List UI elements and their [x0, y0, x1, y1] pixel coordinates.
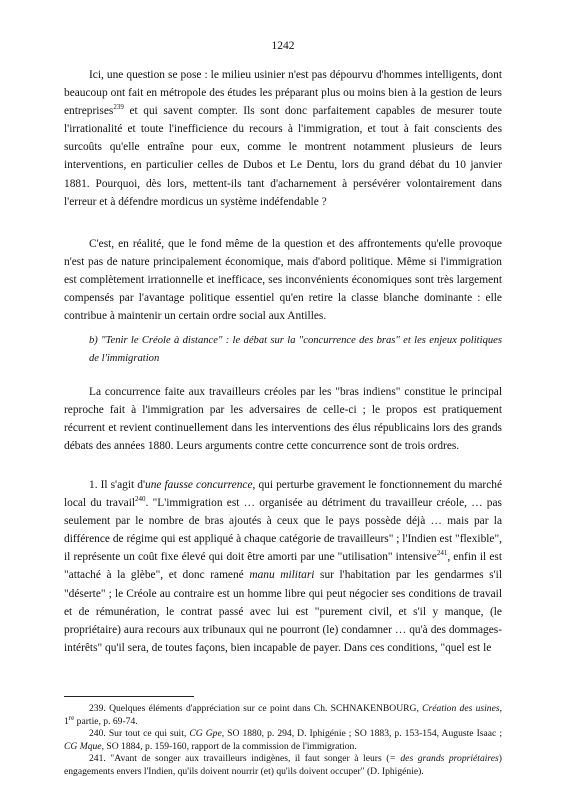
footnote-240-italic-a: CG Gpe [189, 728, 222, 740]
footnote-239-text-b: , 1 [64, 703, 502, 727]
footnote-separator [64, 696, 194, 697]
footnote-ref-241[interactable]: 241 [436, 549, 448, 558]
footnote-239-sup: re [68, 713, 75, 722]
paragraph-4-text-a: 1. Il s'agit d' [89, 479, 145, 491]
footnote-240-text-a: 240. Sur tout ce qui suit, [89, 728, 190, 740]
paragraph-4-text-e: sur l'habitation par les gendarmes s'il "déserte" ; le Créole au contraire est un homme libre qui peut négocier ses conditions de travail et de rémunération, le contrat passé avec lui est "purement civil, et s'il y manque, (le propriétaire) aura recours aux tribunaux qui ne pourront (le) condamner … qu'à des dommages-intérêts" qu'il sera, de toutes façons, bien incapable de payer. Dans ces conditions, "quel est le [64, 569, 502, 654]
paragraph-4-text-d: , enfin il est "attaché à la glèbe", et donc ramené [64, 551, 502, 582]
footnote-240-text-b: , SO 1880, p. 294, D. Iphigénie ; SO 1883, p. 153-154, Auguste Isaac ; [221, 728, 502, 740]
paragraph-2 [64, 235, 502, 325]
footnote-240-italic-b: CG Mque [64, 740, 102, 752]
footnote-ref-240[interactable]: 240 [135, 495, 146, 504]
paragraph-3-text: La concurrence faite aux travailleurs créoles par les "bras indiens" constitue le principal reproche fait à l'immigration par les adversaires de celle-ci ; le propos est pratiquement récurrent et revient continuellement dans les interventions des élus républicains lors des grands débats des années 1880. Leurs arguments contre cette concurrence sont de trois ordres. [64, 386, 502, 453]
footnotes [64, 703, 502, 779]
footnote-241-italic: = des grands propriétaires [389, 753, 499, 765]
paragraph-3 [64, 383, 502, 455]
paragraph-4-italic-d: manu militari [249, 569, 315, 582]
paragraph-1-text-b: et qui savent compter. Ils sont donc parfaitement capables de mesurer toute l'irrationalité et toute l'inefficience du recours à l'immigration, et tout à fait conscients des surcoûts qu'elle entraîne pour eux, comme le montrent notamment plusieurs de leurs interventions, en particulier celles de Dubos et Le Dentu, lors du grand débat du 10 janvier 1881. Pourquoi, dès lors, mettent-ils tant d'acharnement à persévérer volontairement dans l'erreur et à défendre mordicus un système indéfendable ? [64, 105, 502, 208]
section-subheading: b) "Tenir le Créole à distance" : le débat sur la "concurrence des bras" et les enjeux politiques de l'immigration [89, 335, 502, 364]
paragraph-4-italic-a: une fausse concurrence [145, 479, 253, 491]
footnote-239 [64, 703, 502, 728]
paragraph-4 [64, 476, 502, 657]
footnote-241-text-a: 241. "Avant de songer aux travailleurs indigènes, il faut songer à leurs ( [89, 753, 390, 765]
paragraph-2-text: C'est, en réalité, que le fond même de la question et des affrontements qu'elle provoque n'est pas de nature principalement économique, mais d'abord politique. Même si l'immigration est complètement irrationnelle et inefficace, ses inconvénients économiques sont très largement compensés par l'avantage politique essentiel qu'en retire la classe blanche dominante : elle contribue à maintenir un certain ordre social aux Antilles. [64, 238, 502, 323]
paragraph-4-text-b: , qui perturbe gravement le fonctionnement du marché local du travail [64, 479, 503, 510]
footnote-239-text-a: 239. Quelques éléments d'appréciation sur ce point dans Ch. SCHNAKENBOURG, [89, 703, 423, 714]
footnote-241 [64, 753, 502, 778]
paragraph-4-text-c: . "L'immigration est … organisée au détriment du travailleur créole, … pas seulement par le nombre de bras ajoutés à ceux que le pays possède déjà … mais par la différence de régime qui est appliqué à chaque catégorie de travailleurs" ; l'Indien est "flexible", il représente un coût fixe élevé qui doit être amorti par une "utilisation" intensive [64, 497, 502, 564]
paragraph-1-text-a: Ici, une question se pose : le milieu usinier n'est pas dépourvu d'hommes intelligents, dont beaucoup ont fait en métropole des études les préparant plus ou moins bien à la gestion de leurs entreprises [64, 69, 502, 118]
footnote-241-text-b: ) engagements envers l'Indien, qu'ils doivent nourrir (et) qu'ils doivent occuper" (D. Iphigénie). [64, 753, 502, 777]
footnote-240-text-c: , SO 1884, p. 159-160, rapport de la commission de l'immigration. [101, 740, 357, 752]
footnote-239-italic: Création des usines [422, 703, 500, 714]
footnote-239-text-c: partie, p. 69-74. [74, 715, 138, 727]
footnote-240 [64, 728, 502, 753]
page-number: 1242 [271, 40, 295, 52]
footnote-ref-239[interactable]: 239 [113, 103, 124, 112]
paragraph-1 [64, 66, 502, 211]
